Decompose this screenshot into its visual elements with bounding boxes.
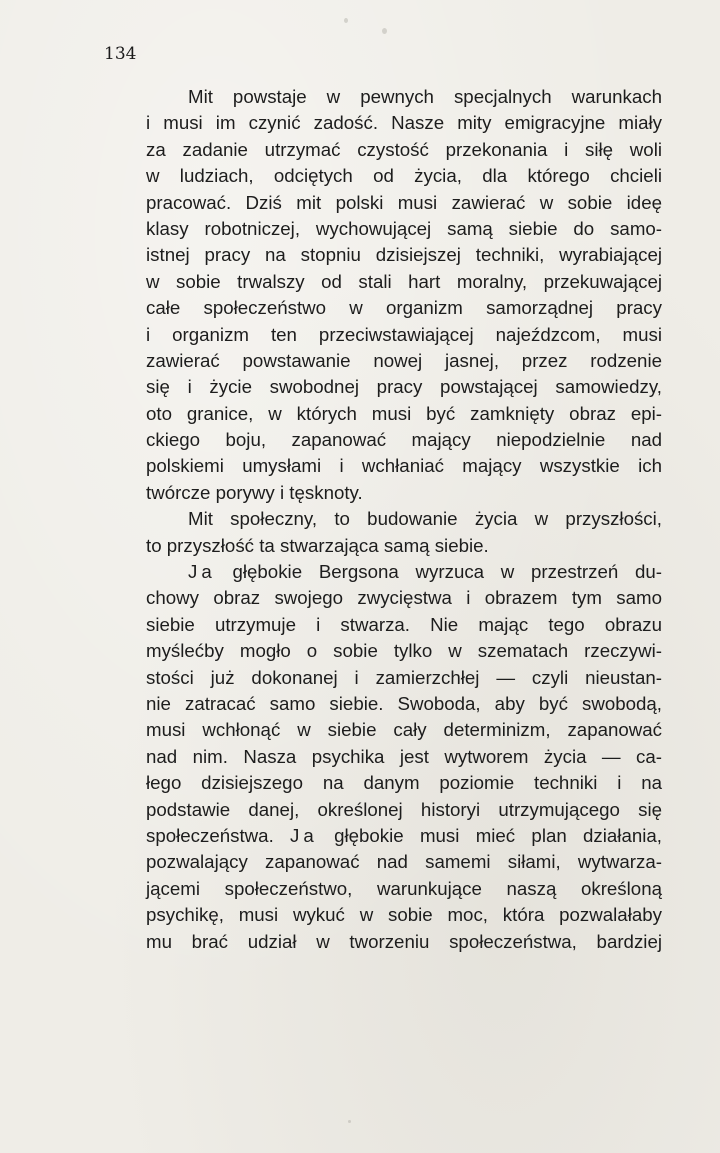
text-line: łego dzisiejszego na danym poziomie techniki i na — [146, 772, 662, 794]
text-line: w ludziach, odciętych od życia, dla którego chcieli — [146, 165, 662, 187]
text-line: pozwalający zapanować nad samemi siłami, wytwarza- — [146, 851, 662, 873]
spaced-word: Ja — [290, 824, 318, 846]
text-line: stości już dokonanej i zamierzchłej — czyli nieustan- — [146, 666, 662, 688]
text-line: nie zatracać samo siebie. Swoboda, aby być swobodą, — [146, 692, 662, 714]
paper-speck — [348, 1120, 351, 1123]
text-line: i organizm ten przeciwstawiającej najeźdzcom, musi — [146, 323, 662, 345]
paper-speck — [344, 18, 348, 23]
text-line: jącemi społeczeństwo, warunkujące naszą określoną — [146, 877, 662, 899]
text-line: Mit społeczny, to budowanie życia w przyszłości, — [188, 508, 662, 530]
text-line: podstawie danej, określonej historyi utrzymującego się — [146, 798, 662, 820]
text-line: siebie utrzymuje i stwarza. Nie mając tego obrazu — [146, 613, 662, 635]
text-line: zawierać powstawanie nowej jasnej, przez rodzenie — [146, 349, 662, 371]
text-line: mu brać udział w tworzeniu społeczeństwa, bardziej — [146, 930, 662, 952]
paragraph-1 — [104, 84, 662, 506]
paragraph-3 — [104, 559, 662, 955]
spaced-word: Ja — [188, 561, 216, 583]
text-line: psychikę, musi wykuć w sobie moc, która pozwalałaby — [146, 904, 662, 926]
text-line: twórcze porywy i tęsknoty. — [146, 481, 363, 503]
text-line: musi wchłonąć w siebie cały determinizm, zapanować — [146, 719, 662, 741]
text-fragment: społeczeństwa. — [146, 824, 291, 846]
text-line: istnej pracy na stopniu dzisiejszej techniki, wyrabiającej — [146, 244, 662, 266]
text-line: za zadanie utrzymać czystość przekonania i siłę woli — [146, 138, 662, 160]
text-line — [104, 559, 662, 585]
text-line: się i życie swobodnej pracy powstającej samowiedzy, — [146, 376, 662, 398]
text-line: w sobie trwalszy od stali hart moralny, przekuwającej — [146, 270, 662, 292]
text-line: to przyszłość ta stwarzająca samą siebie. — [146, 534, 489, 556]
paper-speck — [382, 28, 387, 34]
text-line: chowy obraz swojego zwycięstwa i obrazem tym samo — [146, 587, 662, 609]
body-text — [104, 84, 662, 955]
text-line: i musi im czynić zadość. Nasze mity emigracyjne miały — [146, 112, 662, 134]
text-line: polskiemi umysłami i wchłaniać mający wszystkie ich — [146, 455, 662, 477]
text-line: całe społeczeństwo w organizm samorządnej pracy — [146, 297, 662, 319]
text-line: ckiego boju, zapanować mający niepodzielnie nad — [146, 429, 662, 451]
text-line: nad nim. Nasza psychika jest wytworem życia — ca- — [146, 745, 662, 767]
paragraph-2 — [104, 506, 662, 559]
text-line: klasy robotniczej, wychowującej samą siebie do samo- — [146, 217, 662, 239]
page-number: 134 — [104, 44, 137, 64]
text-line: Mit powstaje w pewnych specjalnych warunkach — [188, 86, 662, 107]
text-line: oto granice, w których musi być zamknięty obraz epi- — [146, 402, 662, 424]
text-fragment: głębokie Bergsona wyrzuca w przestrzeń du- — [215, 561, 662, 583]
text-fragment: głębokie musi mieć plan działania, — [317, 824, 662, 846]
text-line — [104, 823, 662, 849]
text-line: myślećby mogło o sobie tylko w szematach rzeczywi- — [146, 640, 662, 662]
text-line: pracować. Dziś mit polski musi zawierać w sobie ideę — [146, 191, 662, 213]
